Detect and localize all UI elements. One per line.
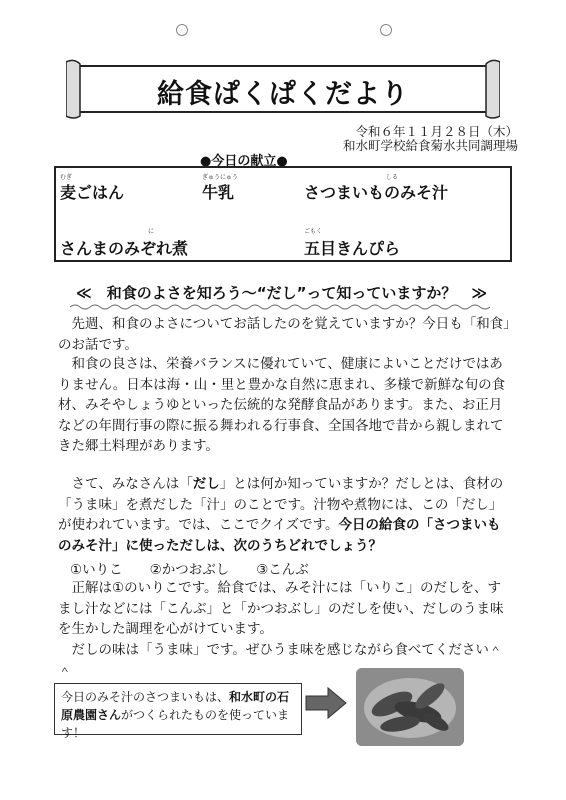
- paragraph-washoku: 和食の良さは、栄養バランスに優れていて、健康によいことだけではありません。日本は海・山・里と豊かな自然に恵まれ、多様で新鮮な旬の食材、みそやしょうゆといった伝統的な発酵食品があります。また、お正月などの年間行事の際に振る舞われる行事食、全国各地で昔から親しまれてきた郷土料理があります。: [58, 356, 506, 454]
- paragraph-intro: 先週、和食のよさについてお話したのを覚えていますか？今日も「和食」のお話です。: [58, 316, 510, 353]
- paragraph-closing: だしの味は「うま味」です。ぜひうま味を感じながら食べてください＾＾: [58, 642, 503, 679]
- menu-item-milk: 牛乳: [202, 183, 235, 202]
- menu-box: むぎ 麦ごはん ぎゅうにゅう 牛乳 しる さつまいものみそ汁 に さんまのみぞれ煮 ごもく 五目きんぴら: [54, 166, 512, 262]
- sweet-potato-image: [356, 668, 464, 746]
- paragraph-dashi: さて、みなさんは「だし」とは何か知っていますか？だしとは、食材の「うま味」を煮だした「汁」のことです。汁物や煮物には、この「だし」が使われています。では、ここでクイズです。今日の給食の「さつまいものみそ汁」に使っただしは、次のうちどれでしょう？: [58, 476, 504, 554]
- menu-heading: ●今日の献立●: [200, 154, 288, 169]
- issue-date: 令和６年１１月２８日（木）: [355, 124, 518, 139]
- menu-item-rice: 麦ごはん: [60, 183, 125, 202]
- newsletter-title: 給食ぱくぱくだより: [157, 79, 409, 110]
- title-banner: [66, 58, 500, 120]
- sweet-potato-photo: [356, 668, 464, 746]
- publisher: 和水町学校給食菊水共同調理場: [342, 138, 518, 153]
- quiz-question: 今日の給食の「さつまいものみそ汁」に使っただしは、次のうちどれでしょう？: [58, 517, 501, 554]
- article-title: ≪ 和食のよさを知ろう～“だし”って知っていますか？ ≫: [76, 284, 488, 302]
- menu-item-saury: さんまのみぞれ煮: [60, 239, 189, 258]
- menu-item-soup: さつまいものみそ汁: [304, 183, 449, 202]
- paragraph-answer: 正解は①のいりこです。給食では、みそ汁には「いりこ」のだしを、すまし汁などには「こんぶ」と「かつおぶし」のだしを使い、だしのうま味を生かした調理を心がけています。: [58, 580, 504, 637]
- right-arrow-icon: [304, 686, 348, 720]
- punch-hole-left: [176, 24, 188, 36]
- local-produce-note: 今日のみそ汁のさつまいもは、和水町の石原農園さんがつくられたものを使っています！: [54, 683, 302, 735]
- quiz-options: ①いりこ ②かつおぶし ③こんぶ: [70, 562, 309, 578]
- menu-item-kinpira: 五目きんぴら: [304, 239, 401, 258]
- punch-hole-right: [380, 24, 392, 36]
- title-underline: [70, 303, 490, 311]
